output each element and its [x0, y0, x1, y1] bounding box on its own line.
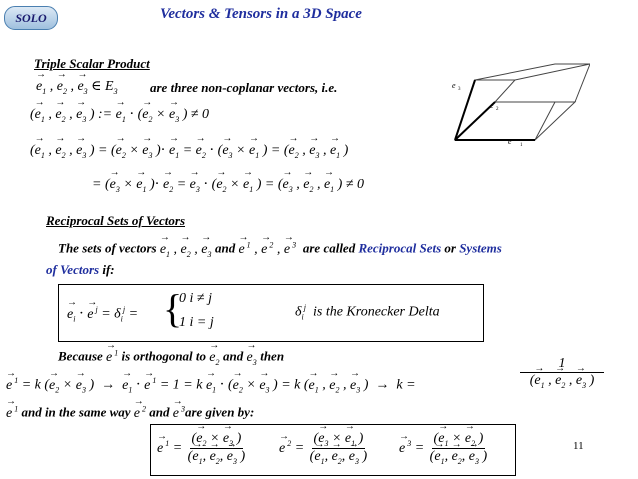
case-2: 1 i = j: [179, 315, 214, 330]
solo-badge: SOLO: [4, 6, 58, 30]
svg-text:3: 3: [458, 87, 461, 92]
formula-k-derivation: → e $^1$ = k (→ $e_2$ × → $e_3$ ) → → $e_1$ ⋅ → e $^1 = 1 = k \to e_1$ ⋅ (→ $e_2$ × → $e_3$ ) = k (→ $e_1$ , → $e_2$ , → $e_3$ ) → k =: [6, 376, 416, 394]
sets-sentence: The sets of vectors → $e_1$ , → $e_2$ , → $e_3$ and → e $^1$ , → e $^2$ , → e $^3$ are called Reciprocal Sets or Systems: [58, 240, 502, 258]
svg-text:e: e: [508, 137, 512, 146]
svg-text:1: 1: [520, 143, 523, 146]
svg-text:e: e: [490, 101, 494, 110]
zero-value: 0: [202, 107, 210, 122]
kronecker-box: [58, 284, 484, 342]
set-sub: 3: [113, 86, 118, 96]
formula-k-fraction: $\frac{1}{(\to e_1 , \to e_2 , \to e_3 )}$: [520, 356, 604, 390]
formula-e2: → e $^2$ = $\frac{(\to e_3 \times \to e_1 )}{(\to e_1, \to e_2, \to e_3 )}$: [279, 431, 369, 466]
kronecker-delta-label: $\delta_i^j$ is the Kronecker Delta: [295, 303, 440, 322]
svg-text:2: 2: [496, 107, 499, 112]
page-title: Vectors & Tensors in a 3D Space: [160, 6, 362, 22]
set-symbol: E: [105, 79, 114, 94]
svg-text:e: e: [452, 81, 456, 90]
formula-vector-set: → $e_1$ , → $e_2$ , → $e_3$ ∈ $E_3$: [36, 78, 118, 96]
section-heading-reciprocal: Reciprocal Sets of Vectors: [46, 213, 186, 228]
section-heading-triple-scalar: Triple Scalar Product: [34, 56, 150, 71]
formula-triple-definition: (→ $e_1$ , → $e_2$ , → $e_3$ ) := → $e_1$ ⋅ (→ $e_2$ × → $e_3$ ) ≠ 0: [30, 106, 209, 124]
formula-kronecker: → $e_i$ ⋅ → e $^j = \delta_i^j$ =: [67, 305, 138, 323]
formula-e3: → e $^3$ = $\frac{(\to e_1 \times \to e_2 )}{(\to e_1, \to e_2, \to e_3 )}$: [399, 431, 489, 466]
non-coplanar-text: are three non-coplanar vectors, i.e.: [150, 80, 338, 95]
same-way-sentence: → e $^1$ and in the same way → e $^2$ and → e $^3$are given by:: [6, 404, 254, 422]
sets-sentence-cont: of Vectors if:: [46, 262, 115, 277]
brace: {: [163, 286, 183, 331]
parallelepiped-figure: [450, 62, 590, 146]
formula-e1: → e $^1$ = $\frac{(\to e_2 \times \to e_3 )}{(\to e_1, \to e_2, \to e_3 )}$: [157, 431, 247, 466]
page-number: 11: [573, 440, 584, 452]
reciprocal-result-box: [150, 424, 516, 476]
reciprocal-sets-highlight: Reciprocal Sets: [358, 240, 442, 256]
because-sentence: Because → e $^1$ is orthogonal to → $e_2$ and → $e_3$ then: [58, 348, 284, 366]
formula-cyclic-1: (→ $e_1$ , → $e_2$ , → $e_3$ ) = (→ $e_2$ × → $e_3$ )⋅ → $e_1$ = → $e_2$ ⋅ (→ $e_3$ × → $e_1$ ) = (→ $e_2$ , → $e_3$ , → $e_1$ ): [30, 142, 348, 160]
formula-cyclic-2: = (→ $e_3$ × → $e_1$ )⋅ → $e_2$ = → $e_3$ ⋅ (→ $e_2$ × → $e_1$ ) = (→ $e_3$ , → $e_2$ , → $e_1$ ) ≠ 0: [92, 176, 364, 194]
case-1: 0 i ≠ j: [179, 291, 212, 306]
